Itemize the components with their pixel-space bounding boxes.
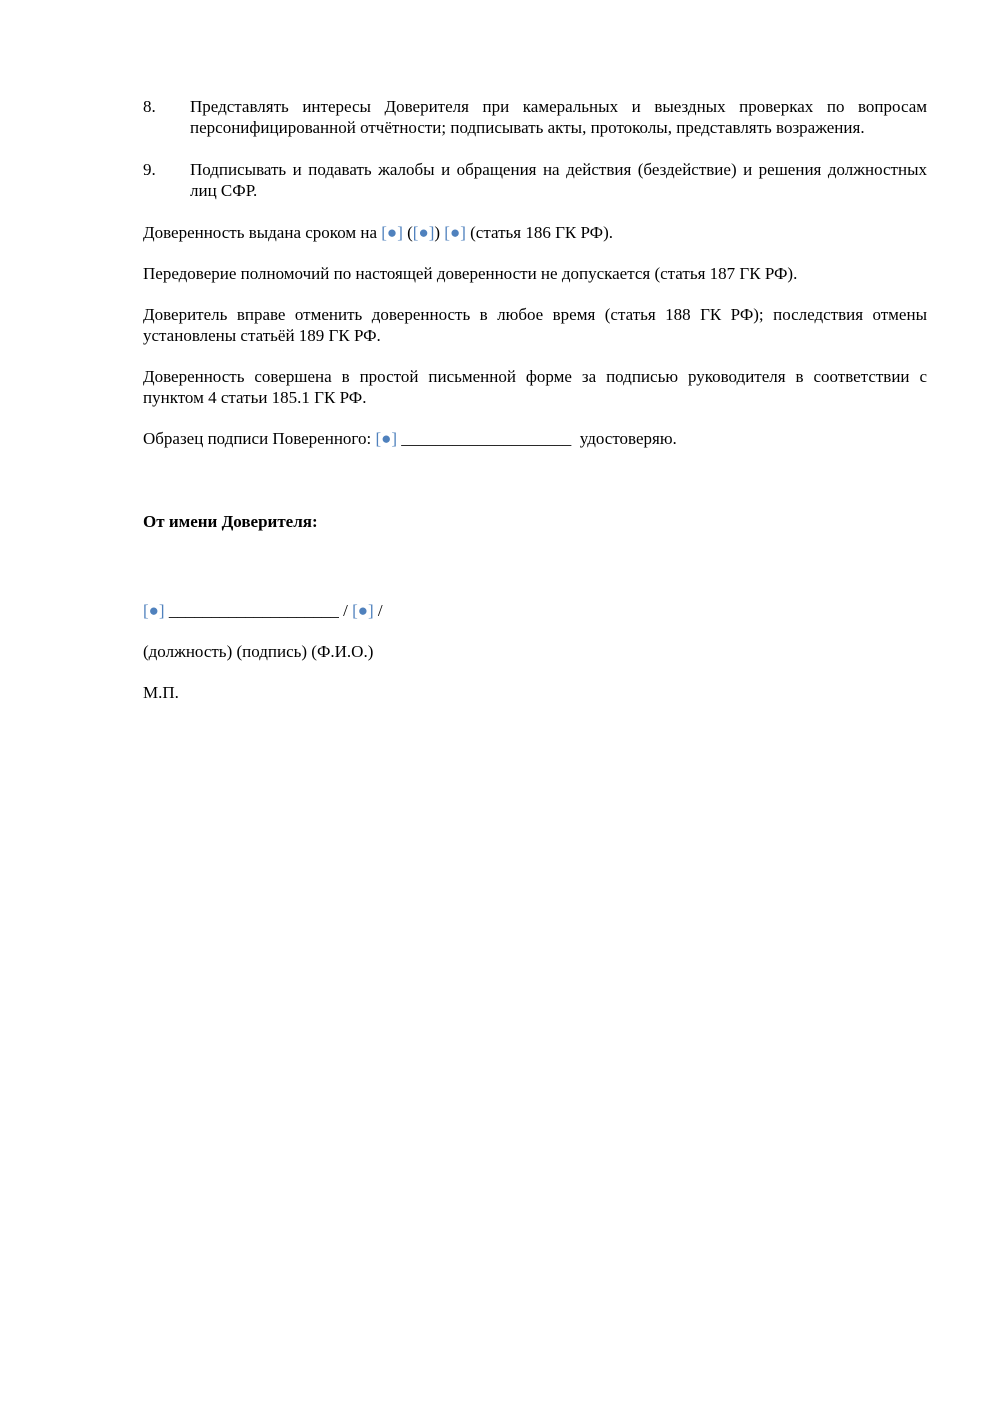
list-text: Подписывать и подавать жалобы и обращения на действия (бездействие) и решения должностных лиц СФР. xyxy=(190,160,927,200)
spacer xyxy=(143,469,927,511)
signature-caption: (должность) (подпись) (Ф.И.О.) xyxy=(143,642,374,661)
on-behalf-heading: От имени Доверителя: xyxy=(143,512,318,531)
list-item-9 xyxy=(143,159,927,201)
term-close-paren: ) xyxy=(434,223,445,242)
term-paragraph xyxy=(143,222,927,243)
term-prefix: Доверенность выдана сроком на xyxy=(143,223,382,242)
sample-signature-prefix: Образец подписи Поверенного: xyxy=(143,429,376,448)
term-placeholder-3: [●] xyxy=(444,223,466,242)
signature-blank: ____________________ / xyxy=(164,601,353,620)
list-number: 9. xyxy=(143,160,156,179)
signature-line xyxy=(143,600,927,621)
term-placeholder-2: [●] xyxy=(412,223,435,242)
no-redelegation-paragraph: Передоверие полномочий по настоящей доверенности не допускается (статья 187 ГК РФ). xyxy=(143,264,798,283)
form-paragraph: Доверенность совершена в простой письменной форме за подписью руководителя в соответствии с пунктом 4 статьи 185.1 ГК РФ. xyxy=(143,367,927,407)
sample-signature-placeholder: [●] xyxy=(375,429,398,448)
term-suffix: (статья 186 ГК РФ). xyxy=(465,223,614,242)
document-page xyxy=(143,96,927,723)
list-number: 8. xyxy=(143,97,156,116)
sample-signature-suffix: удостоверяю. xyxy=(579,429,677,448)
term-placeholder-1: [●] xyxy=(381,223,403,242)
revocation-paragraph: Доверитель вправе отменить доверенность в любое время (статья 188 ГК РФ); последствия отмены установлены статьёй 189 ГК РФ. xyxy=(143,305,927,345)
seal-mark: М.П. xyxy=(143,683,179,702)
spacer xyxy=(143,552,927,600)
sample-signature-paragraph xyxy=(143,428,927,449)
signature-position-placeholder: [●] xyxy=(143,601,165,620)
signature-end: / xyxy=(373,601,383,620)
signature-name-placeholder: [●] xyxy=(352,601,374,620)
list-text: Представлять интересы Доверителя при камеральных и выездных проверках по вопросам персонифицированной отчётности; подписывать акты, протоколы, представлять возражения. xyxy=(190,97,927,137)
sample-signature-line: ____________________ xyxy=(397,429,580,448)
term-open-paren: ( xyxy=(402,223,413,242)
list-item-8 xyxy=(143,96,927,138)
